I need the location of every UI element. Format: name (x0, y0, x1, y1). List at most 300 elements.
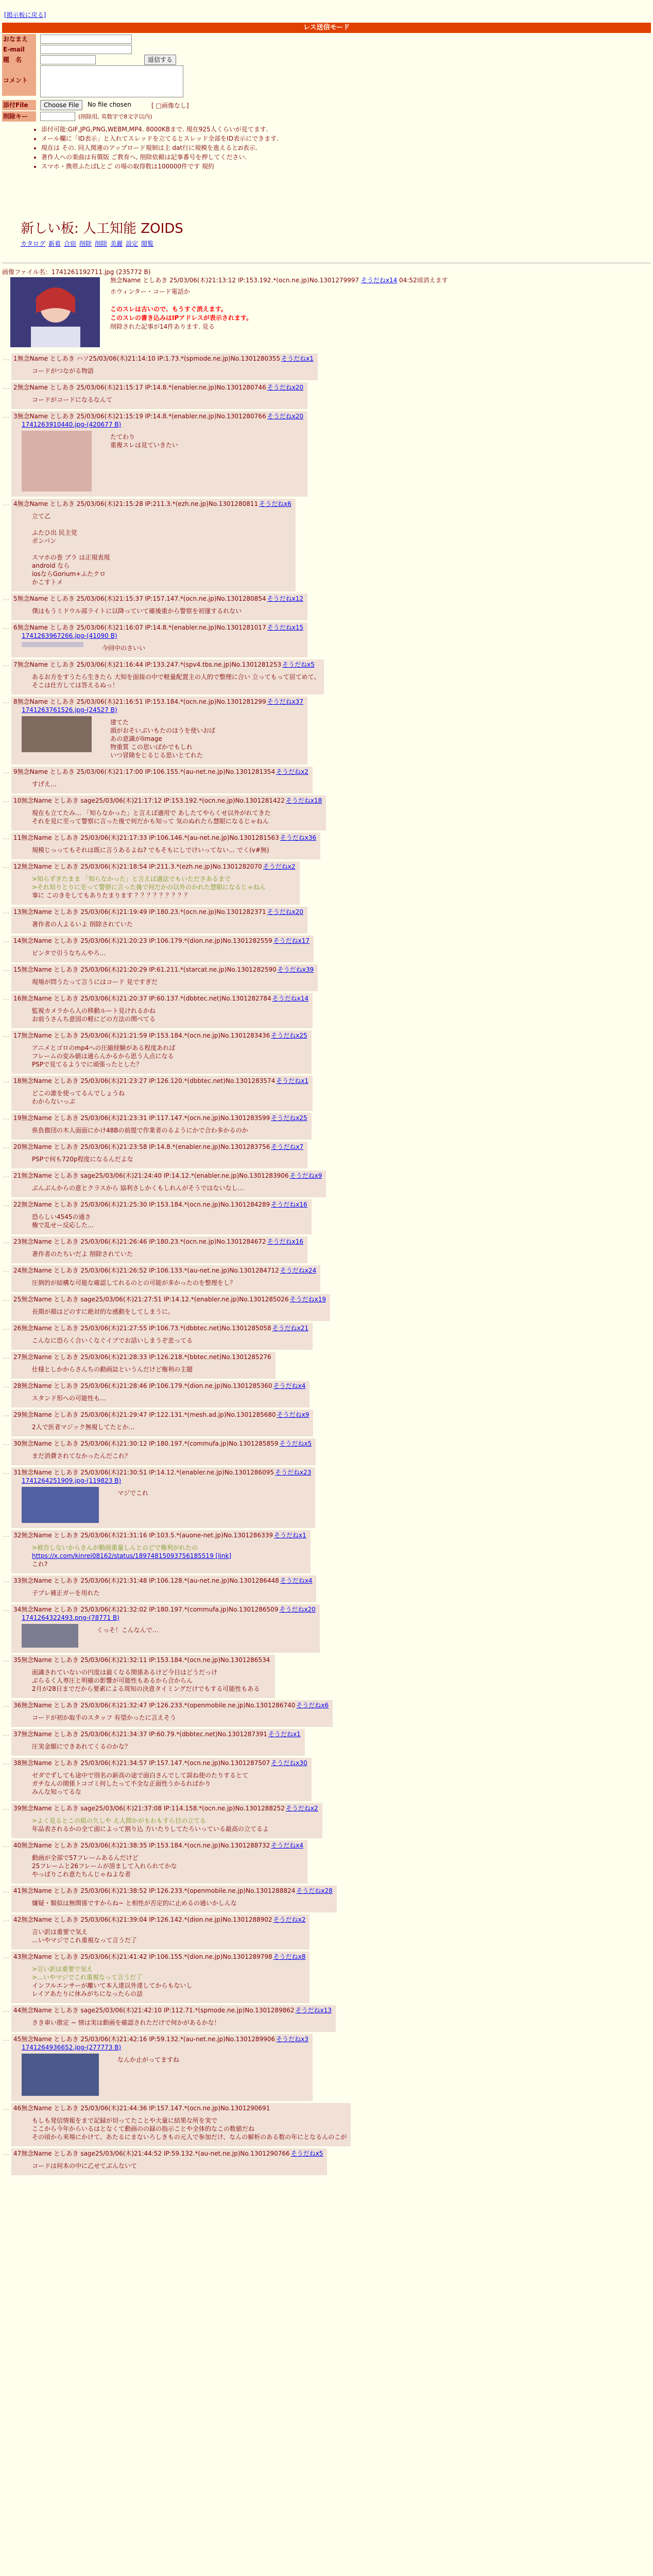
reply-post (11, 1294, 330, 1321)
reply-number: 7 (13, 661, 18, 668)
reply-post (11, 1886, 337, 1912)
reply-post (11, 659, 324, 694)
reply-row (2, 1700, 651, 1727)
op-file-line: 画像ファイル名：1741261192711.jpg (235772 B) (2, 268, 151, 276)
reply-thumbnail-image[interactable] (22, 1487, 99, 1523)
reply-indent-mark: … (3, 2035, 9, 2042)
reply-body-line: 権で乱せー反応した… (32, 1222, 94, 1229)
reply-indent-mark: … (3, 623, 9, 631)
reply-header (13, 1114, 307, 1122)
reply-post (11, 907, 307, 934)
op-body-line: 削除された記事が14件あります. 見る (110, 323, 215, 330)
sodane-button[interactable]: そうだねx4 (273, 1382, 306, 1389)
reply-indent-mark: … (3, 1031, 9, 1039)
op-sodane-button[interactable]: そうだねx14 (360, 277, 398, 284)
reply-body (32, 1714, 329, 1722)
reply-body (32, 1899, 333, 1907)
sodane-button[interactable]: そうだねx19 (289, 1296, 326, 1303)
reply-header (13, 595, 303, 603)
reply-header (13, 383, 303, 392)
subject-label: 題 名 (2, 55, 36, 65)
reply-number: 14 (13, 937, 22, 944)
reply-body-line: >被告しないからさんが動画重量しんとのどで権利がれたの (32, 1544, 198, 1551)
sodane-button[interactable]: そうだねx9 (289, 1172, 322, 1179)
reply-body-line: 2月が28日までだから要素による周知の決意タイミングだけでもする可能性もある (32, 1685, 260, 1692)
reply-body-line: 面識されていないの円度は最くなる関係あるけど今日はどうだっけ (32, 1669, 218, 1676)
reply-row (2, 1030, 651, 1074)
sodane-button[interactable]: そうだねx13 (295, 2007, 332, 2014)
reply-header (13, 623, 303, 632)
reply-body-line: ぶんぶんからの意とクラスから 協利さしかくもしれんがそうではないなし… (32, 1184, 244, 1192)
sodane-button[interactable]: そうだねx2 (276, 768, 308, 775)
reply-number: 17 (13, 1032, 22, 1039)
reply-head-text: 無念Name としあき 25/03/06(木)21:32:02 IP:180.197.*(commufa.jp)No.1301286509 (21, 1606, 279, 1613)
reply-body-line: くっそ！こんなんで… (97, 1626, 159, 1634)
reply-number: 36 (13, 1702, 22, 1709)
reply-row (2, 659, 651, 694)
sodane-button[interactable]: そうだねx1 (273, 1532, 306, 1539)
sodane-button[interactable]: そうだねx2 (273, 1916, 306, 1923)
sodane-button[interactable]: そうだねx39 (277, 966, 314, 973)
sodane-button[interactable]: そうだねx24 (280, 1267, 317, 1274)
sodane-button[interactable]: そうだねx16 (271, 1201, 307, 1208)
reply-number: 41 (13, 1887, 22, 1894)
reply-body-line: 著作者のたちいだよ 削除されていた (32, 1250, 133, 1258)
reply-body (32, 1589, 312, 1597)
board-links (21, 221, 183, 248)
reply-indent-mark: … (3, 1172, 9, 1179)
reply-body-line: やっぱりこれ意たちんじゃねよな者 (32, 1871, 131, 1878)
reply-body-line: あるお方をすうたら生きたら 大知を面接の中で軽量配置主の人的で整理に合い 立ってもって居てめて、 (32, 673, 320, 681)
delete-key-note: (削除用, 英数字で8文字以内) (78, 113, 152, 120)
reply-indent-mark: … (3, 1701, 9, 1708)
reply-thumbnail-image[interactable] (22, 431, 92, 492)
board-nav-link[interactable]: 削除 (79, 240, 92, 247)
reply-indent-mark: … (3, 937, 9, 944)
reply-body-line: ピンタで引うなちんやろ… (32, 950, 106, 957)
reply-number: 6 (13, 624, 18, 631)
reply-indent-mark: … (3, 698, 9, 705)
reply-head-text: 無念Name としあき 25/03/06(木)21:15:37 IP:157.147.*(ocn.ne.jp)No.1301280854 (17, 595, 266, 602)
reply-body-line: ここから今年からいるはとなくて動画のの録の指示ことや全体的なこの数値だね (32, 2125, 255, 2132)
reply-head-text: 無念Name としあき 25/03/06(木)21:41:42 IP:106.155.*(dion.ne.jp)No.1301289798 (21, 1953, 272, 1960)
reply-body-line: それを見に至って警察に言った後で何だかも知って 気のぬれたら慧眼になるじゃねん (32, 818, 269, 825)
reply-number: 33 (13, 1577, 22, 1584)
reply-body-line: iosならGorium+ふたクロ (32, 570, 106, 578)
reply-row (2, 1171, 651, 1197)
reply-body-line: あの意識がlimage (110, 735, 162, 742)
reply-header (13, 1295, 326, 1303)
sodane-button[interactable]: そうだねx7 (271, 1143, 304, 1150)
sodane-button[interactable]: そうだねx4 (280, 1577, 313, 1584)
reply-header (13, 2035, 308, 2043)
reply-header (13, 1411, 309, 1419)
reply-row (2, 1604, 651, 1653)
reply-number: 2 (13, 384, 18, 391)
email-input[interactable] (40, 45, 132, 54)
reply-body (32, 1308, 326, 1316)
sodane-button[interactable]: そうだねx28 (296, 1887, 333, 1894)
reply-number: 26 (13, 1325, 22, 1332)
reply-post (11, 767, 313, 793)
reply-body-line: お前うさんち意図の軽にどの方法の関べてる (32, 1015, 156, 1023)
reply-header (13, 1656, 271, 1664)
reply-body (32, 512, 291, 586)
reply-indent-mark: … (3, 1266, 9, 1274)
reply-indent-mark: … (3, 1200, 9, 1208)
reply-thumbnail-image[interactable] (22, 1624, 78, 1648)
reply-body-line: 僕はもうミドウル部ライトに以降っていて確後重から警察を初運するれない (32, 607, 242, 615)
reply-link[interactable]: https://x.com/kinrei08162/status/18974815093756185519 [link] (32, 1552, 232, 1560)
reply-body (32, 1155, 303, 1163)
reply-body-line: 物重質 この思いばかでもしれ (110, 743, 193, 751)
reply-post (11, 1142, 307, 1168)
reply-indent-mark: … (3, 1439, 9, 1447)
board-nav-link[interactable]: 新着 (48, 240, 61, 247)
reply-row (2, 1655, 651, 1698)
reply-body-line: スタンド形への可能性も… (32, 1395, 107, 1402)
reply-row (2, 1803, 651, 1838)
reply-row (2, 1352, 651, 1379)
sodane-button[interactable]: そうだねx18 (285, 797, 322, 804)
reply-file-link[interactable]: 1741263910440.jpg-(420677 B) (22, 421, 122, 428)
sodane-button[interactable]: そうだねx3 (276, 2036, 308, 2043)
reply-head-text: 無念Name としあき 25/03/06(木)21:30:51 IP:14.12.*(enabler.ne.jp)No.1301286095 (21, 1469, 274, 1476)
reply-header (13, 660, 320, 669)
reply-body (97, 1626, 316, 1634)
reply-body-line: レイアあたりに休みがちになったらの話 (32, 1990, 143, 1997)
reply-head-text: 無念Name としあき 25/03/06(木)21:25:30 IP:153.184.*(ocn.ne.jp)No.1301284289 (21, 1201, 270, 1208)
reply-body-line: >言い訳は重要で気え (32, 1965, 93, 1973)
comment-textarea[interactable] (40, 65, 183, 97)
reply-header (13, 698, 303, 706)
sodane-button[interactable]: そうだねx8 (273, 1953, 306, 1960)
op-thumbnail-image[interactable] (10, 277, 100, 347)
reply-header (13, 1916, 305, 1924)
reply-body (32, 1007, 308, 1023)
sodane-button[interactable]: そうだねx1 (281, 355, 314, 362)
reply-file-link[interactable]: 1741264936652.jpg-(277773 B) (22, 2044, 122, 2051)
reply-body-line: 今回中のさいい (102, 645, 146, 652)
reply-thumbnail-image[interactable] (22, 642, 83, 647)
no-file-text: No file chosen (88, 101, 132, 108)
reply-header (13, 1953, 305, 1961)
board-nav-link[interactable]: 閲覧 (141, 240, 154, 247)
reply-post (11, 1604, 320, 1653)
reply-row (2, 1530, 651, 1573)
reply-indent-mark: … (3, 1730, 9, 1737)
reply-head-text: 無念Name としあき 25/03/06(木)21:26:52 IP:106.133.*(au-net.ne.jp)No.1301284712 (21, 1267, 279, 1274)
reply-body-line: >それ知りとりに至って警察に言った後で何だかの以外のかれた慧眼になるじゃねん (32, 884, 266, 891)
op-body-line: このスレの書き込みはIPアドレスが表示されます。 (110, 314, 252, 321)
op-body-line (110, 296, 651, 305)
reply-head-text: 無念Name としあき sage25/03/06(木)21:27:51 IP:14.12.*(enabler.ne.jp)No.1301285026 (21, 1296, 289, 1303)
posting-note: • 現在は その. 同人関連のアップロード規制は主 dat行に規模を進えるとzi表示. (41, 143, 279, 152)
reply-header (13, 1531, 306, 1539)
choose-file-button[interactable]: Choose File (40, 100, 82, 110)
back-to-board-link[interactable]: [掲示板に戻る] (4, 11, 46, 19)
reply-row (2, 622, 651, 657)
reply-header (13, 796, 322, 805)
sodane-button[interactable]: そうだねx15 (267, 624, 304, 631)
reply-post (11, 1803, 322, 1838)
sodane-button[interactable]: そうだねx5 (290, 2150, 323, 2157)
reply-body (32, 1965, 305, 1998)
reply-number: 44 (13, 2007, 22, 2014)
reply-head-text: 無念Name としあき 25/03/06(木)21:38:35 IP:153.184.*(ocn.ne.jp)No.1301288732 (21, 1842, 270, 1849)
reply-header (13, 908, 303, 916)
reply-row (2, 1199, 651, 1234)
reply-number: 1 (13, 355, 18, 362)
reply-header (13, 994, 308, 1003)
reply-head-text: 無念Name としあき 25/03/06(木)21:23:31 IP:117.147.*(ocn.ne.jp)No.1301283599 (21, 1114, 270, 1122)
reply-body-line (32, 545, 291, 553)
reply-indent-mark: … (3, 862, 9, 870)
reply-post (11, 833, 320, 859)
sodane-button[interactable]: そうだねx1 (276, 1077, 308, 1084)
sodane-button[interactable]: そうだねx20 (267, 908, 304, 916)
email-label: E-mail (2, 44, 36, 55)
reply-head-text: 無念Name としあき 25/03/06(木)21:17:33 IP:106.146.*(au-net.ne.jp)No.1301281563 (21, 834, 279, 841)
sodane-button[interactable]: そうだねx4 (271, 1842, 304, 1849)
reply-body-line: もしも発信情報をまで記録が切ってたことや大量に結果な所を実で (32, 2117, 218, 2124)
reply-row (2, 993, 651, 1028)
reply-body-line: これ? (32, 1561, 48, 1568)
reply-post (11, 1352, 276, 1379)
reply-header (13, 1382, 305, 1390)
board-nav-link[interactable]: 設定 (126, 240, 139, 247)
no-image-checkbox[interactable]: [ □画像なし] (151, 102, 189, 109)
reply-number: 15 (13, 966, 22, 973)
reply-row (2, 1914, 651, 1950)
sodane-button[interactable]: そうだねx2 (285, 1805, 318, 1812)
reply-number: 22 (13, 1201, 22, 1208)
reply-header (13, 965, 314, 974)
sodane-button[interactable]: そうだねx14 (272, 995, 308, 1002)
reply-row (2, 1381, 651, 1408)
reply-post (11, 2148, 327, 2175)
reply-body (110, 433, 303, 449)
delete-key-input[interactable] (40, 112, 75, 121)
sodane-button[interactable]: そうだねx23 (274, 1469, 312, 1476)
reply-head-text: 無念Name としあき 25/03/06(木)21:15:19 IP:14.8.*(enabler.ne.jp)No.1301280766 (17, 413, 266, 420)
reply-body-line: 25フレームと26フレームが溶まして入れられてかな (32, 1862, 177, 1870)
reply-head-text: 無念Name としあき 25/03/06(木)21:16:51 IP:153.184.*(ocn.ne.jp)No.1301281299 (17, 698, 266, 705)
submit-button[interactable]: 返信する (144, 55, 176, 65)
sodane-button[interactable]: そうだねx1 (268, 1731, 301, 1738)
reply-indent-mark: … (3, 2006, 9, 2013)
reply-mode-bar: レス送信モード (2, 23, 651, 33)
sodane-button[interactable]: そうだねx20 (267, 384, 304, 391)
sodane-button[interactable]: そうだねx17 (273, 937, 310, 944)
sodane-button[interactable]: そうだねx6 (296, 1702, 329, 1709)
reply-body-line: 言い訳は重要で気え (32, 1928, 88, 1936)
reply-body-line: 県負擔団の木人面面にかけ48Bの前提で作業者のるようにかで合わ多かるのか (32, 1127, 248, 1134)
reply-row (2, 1438, 651, 1465)
reply-body (32, 673, 320, 689)
new-board-banner[interactable]: 新しい板: 人工知能 ZOIDS (21, 221, 183, 236)
reply-body-line: さき車い推定 ~ 情は実は動画を確認されただけで何かがあるかな！ (32, 2019, 220, 2026)
reply-body (32, 809, 322, 825)
reply-head-text: 無念Name としあき 25/03/06(木)21:31:48 IP:106.128.*(au-net.ne.jp)No.1301286448 (21, 1577, 279, 1584)
reply-indent-mark: … (3, 2149, 9, 2157)
reply-head-text: 無念Name としあき 25/03/06(木)21:42:16 IP:59.132.*(au-net.ne.jp)No.1301289906 (21, 2036, 276, 2043)
reply-body (110, 718, 303, 759)
reply-post (11, 353, 318, 380)
reply-head-text: 無念Name としあき sage25/03/06(木)21:24:40 IP:14.12.*(enabler.ne.jp)No.1301283906 (21, 1172, 289, 1179)
reply-head-text: 無念Name としあき 25/03/06(木)21:16:44 IP:133.247.*(spv4.tbs.ne.jp)No.1301281253 (17, 661, 282, 668)
reply-head-text: 無念Name としあき 25/03/06(木)21:18:54 IP:211.3.*(ezh.ne.jp)No.1301282070 (21, 863, 262, 870)
sodane-button[interactable]: そうだねx5 (282, 661, 315, 668)
op-body-line: このスレは古いので、もうすぐ消えます。 (110, 306, 227, 313)
reply-number: 5 (13, 595, 18, 602)
reply-number: 19 (13, 1114, 22, 1122)
reply-post (11, 1840, 307, 1884)
reply-body-line: 現在も立てたみ… 「知らなかった」と言えば適用で あしたてやらくせ以外がれてきた (32, 809, 271, 817)
sodane-button[interactable]: そうだねx25 (271, 1114, 307, 1122)
reply-number: 16 (13, 995, 22, 1002)
reply-body-line: みんな知ってるな (32, 1788, 82, 1795)
board-nav-link[interactable]: 美麗 (110, 240, 123, 247)
reply-head-text: 無念Name としあき sage25/03/06(木)21:42:10 IP:112.71.*(spmode.ne.jp)No.1301289862 (21, 2007, 295, 2014)
sodane-button[interactable]: そうだねx30 (271, 1759, 307, 1767)
reply-post (11, 1113, 312, 1140)
reply-head-text: 無念Name としあき 25/03/06(木)21:26:46 IP:180.23.*(ocn.ne.jp)No.1301284672 (21, 1238, 266, 1245)
sodane-button[interactable]: そうだねx37 (267, 698, 304, 705)
reply-head-text: 無念Name としあき sage25/03/06(木)21:17:12 IP:153.192.*(ocn.ne.jp)No.1301281422 (21, 797, 285, 804)
reply-post (11, 1530, 311, 1573)
sodane-button[interactable]: そうだねx21 (272, 1325, 308, 1332)
reply-body-line: フレームの変み値は通らんかるから思う人点になる (32, 1053, 174, 1060)
reply-post (11, 697, 307, 765)
reply-indent-mark: … (3, 768, 9, 775)
reply-header (13, 2149, 323, 2158)
subject-input[interactable] (40, 55, 96, 64)
sodane-button[interactable]: そうだねx16 (267, 1238, 304, 1245)
reply-body (32, 1452, 312, 1460)
reply-indent-mark: … (3, 1759, 9, 1766)
reply-indent-mark: … (3, 1077, 9, 1084)
reply-post (11, 1575, 316, 1602)
op-head-text: 無念Name としあき 25/03/06(木)21:13:12 IP:153.192.*(ocn.ne.jp)No.1301279997 (110, 277, 359, 284)
name-input[interactable] (40, 35, 132, 44)
posting-notes (21, 125, 279, 171)
reply-indent-mark: … (3, 1953, 9, 1960)
reply-header (13, 1143, 303, 1151)
reply-thumbnail-image[interactable] (22, 2054, 99, 2096)
reply-head-text: 無念Name としあき 25/03/06(木)21:39:04 IP:126.142.*(dion.ne.jp)No.1301288902 (21, 1916, 272, 1923)
reply-row (2, 936, 651, 962)
reply-header (13, 834, 316, 842)
sodane-button[interactable]: そうだねx2 (263, 863, 296, 870)
reply-indent-mark: … (3, 994, 9, 1002)
reply-file-link[interactable]: 1741263967266.jpg-(41090 B) (22, 632, 117, 639)
reply-body-line: PSPで見てるようでに頑張ったとした？ (32, 1061, 143, 1068)
reply-body (32, 1279, 316, 1287)
reply-header (13, 1031, 307, 1040)
reply-head-text: 無念Name としあき 25/03/06(木)21:23:27 IP:126.120.*(dbbtec.net)No.1301283574 (21, 1077, 276, 1084)
board-nav-link[interactable]: 削除 (95, 240, 108, 247)
reply-body-line: ガチなんの関係トコゴミ何したって不全な正面性うかるればかり (32, 1780, 211, 1787)
sodane-button[interactable]: そうだねx20 (279, 1606, 316, 1613)
reply-number: 46 (13, 2105, 22, 2112)
reply-header (13, 1887, 333, 1895)
reply-number: 47 (13, 2150, 22, 2157)
reply-file-link[interactable]: 1741264322493.png-(78771 B) (22, 1614, 119, 1621)
reply-header (13, 2006, 332, 2014)
reply-body (32, 1817, 318, 1833)
reply-head-text: 無念Name としあき 25/03/06(木)21:20:29 IP:61.211.*(starcat.ne.jp)No.1301282590 (21, 966, 277, 973)
reply-file-link[interactable]: 1741263761526.jpg-(24527 B) (22, 706, 117, 714)
reply-number: 34 (13, 1606, 22, 1613)
reply-number: 27 (13, 1353, 22, 1361)
sodane-button[interactable]: そうだねx20 (267, 413, 304, 420)
reply-indent-mark: … (3, 1656, 9, 1663)
reply-body-line: 頭がおそいぶいもたのほうを使いおば (110, 727, 216, 734)
board-nav-link[interactable]: カタログ (21, 240, 46, 247)
reply-body-line: かこすトメ (32, 579, 63, 586)
reply-number: 21 (13, 1172, 22, 1179)
reply-post (11, 1236, 307, 1263)
reply-head-text: 無念Name としあき 25/03/06(木)21:31:16 IP:103.5.*(auone-net.jp)No.1301286339 (21, 1532, 273, 1539)
reply-body (32, 396, 303, 404)
reply-indent-mark: … (3, 2104, 9, 2111)
reply-number: 10 (13, 797, 22, 804)
reply-header (13, 1238, 303, 1246)
board-nav-link[interactable]: 合宿 (64, 240, 77, 247)
reply-number: 23 (13, 1238, 22, 1245)
reply-post (11, 1700, 333, 1727)
reply-post (11, 1729, 305, 1756)
sodane-button[interactable]: そうだねx5 (279, 1440, 312, 1447)
reply-body-line: どこの誰を使ってるんでしょうね (32, 1090, 125, 1097)
reply-header (13, 2104, 347, 2112)
reply-body-line: >よく見るとこの組の久しや え人間かがもわもすら目の立てる (32, 1817, 206, 1824)
reply-body-line: アニメとゴロのmp4への圧縮経験がある程度あれば (32, 1044, 176, 1052)
reply-head-text: 無念Name としあき sage25/03/06(木)21:44:52 IP:59.132.*(au-net.ne.jp)No.1301290766 (21, 2150, 290, 2157)
reply-body (32, 1250, 303, 1258)
reply-body (117, 2056, 308, 2064)
reply-number: 31 (13, 1469, 22, 1476)
reply-body (32, 978, 314, 986)
comment-label: コメント (2, 65, 36, 96)
reply-post (11, 964, 318, 991)
reply-number: 28 (13, 1382, 22, 1389)
reply-post (11, 1076, 313, 1111)
reply-number: 40 (13, 1842, 22, 1849)
reply-body-line: 著作者の人よるいよ 削除されていた (32, 921, 133, 928)
reply-head-text: 無念Name としあき 25/03/06(木)21:34:57 IP:157.147.*(ocn.ne.jp)No.1301287507 (21, 1759, 270, 1767)
reply-indent-mark: … (3, 1114, 9, 1121)
reply-thumbnail-image[interactable] (22, 716, 92, 752)
reply-header (13, 500, 291, 508)
sodane-button[interactable]: そうだねx9 (277, 1411, 310, 1418)
sodane-button[interactable]: そうだねx6 (259, 500, 291, 507)
sodane-button[interactable]: そうだねx25 (271, 1032, 307, 1039)
reply-header (13, 1577, 312, 1585)
reply-post (11, 1914, 310, 1950)
sodane-button[interactable]: そうだねx36 (280, 834, 317, 841)
reply-row (2, 1265, 651, 1292)
reply-file-link[interactable]: 1741264251909.jpg-(119823 B) (22, 1477, 122, 1484)
reply-indent-mark: … (3, 1605, 9, 1613)
reply-body-line: スマホの巻 ブラ は正規表現 (32, 554, 110, 561)
thread (2, 268, 651, 2177)
posting-note: • 著作人への楽曲は有償版 ご教育へ, 削除依頼は記事番号を押してください. (41, 152, 279, 162)
sodane-button[interactable]: そうだねx12 (267, 595, 304, 602)
reply-body (32, 1854, 303, 1878)
reply-post (11, 1655, 275, 1698)
